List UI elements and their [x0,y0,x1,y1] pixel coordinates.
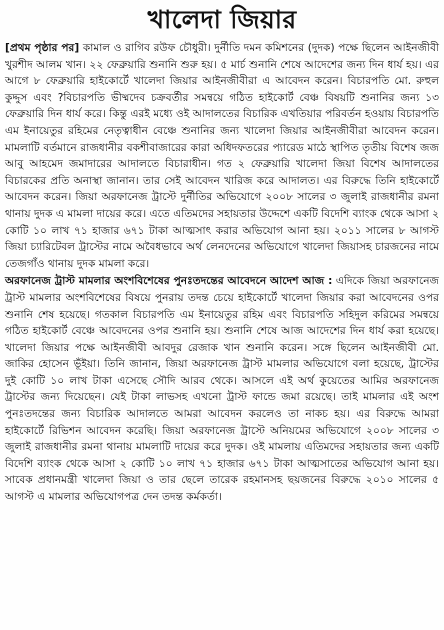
continued-from-front-page-label: [প্রথম পৃষ্ঠার পর] [5,42,80,54]
article-body [5,40,439,506]
paragraph-1-text: কামাল ও রাগিব রউফ চৌধুরী। দুর্নীতি দমন কমিশনের (দুদক) পক্ষে ছিলেন আইনজীবী খুরশীদ আলম খান। ২২ ফেব্রুয়ারি শুনানি শুরু হয়। ৫ মার্চ শুনানি শেষে আদেশের জন্য দিন ধার্য হয়। এর আগে ৮ ফেব্রুয়ারি হাইকোর্টে খালেদা জিয়ার আইনজীবীরা এ আবেদন করেন। বিচারপতি মো. রুহুল কুদ্দুস এবং ?বিচারপতি ভীষ্মদেব চক্রবর্তীর সমন্বয়ে গঠিত হাইকোর্ট বেঞ্চ বিষয়টি শুনানির জন্য ১৩ ফেব্রুয়ারি দিন ধার্য করে। কিন্তু এরই মধ্যে ওই আদালতের বিচারিক এখতিয়ার পরিবর্তন হওয়ায় বিচারপতি এম ইনায়েতুর রহিমের নেতৃত্বাধীন বেঞ্চে শুনানির জন্য খালেদা জিয়ার আইনজীবীরা আবেদন করেন। মামলাটি বর্তমানে রাজধানীর বকশীবাজারের কারা অধিদফতরের প্যারেড মাঠে স্থাপিত তৃতীয় বিশেষ জজ আবু আহমেদ জমাদারের আদালতে বিচারাধীন। গত ২ ফেব্রুয়ারি খালেদা জিয়া বিশেষ আদালতের বিচারকের প্রতি অনাস্থা জানান। তার সেই আবেদন খারিজ করে আদালত। এর বিরুদ্ধে তিনি হাইকোর্টে আবেদন করেন। জিয়া অরফানেজ ট্রাস্টে দুর্নীতির অভিযোগে ২০০৮ সালের ৩ জুলাই রাজধানীর রমনা থানায় দুদক এ মামলা দায়ের করে। এতে এতিমদের সহায়তার উদ্দেশে একটি বিদেশি ব্যাংক থেকে আসা ২ কোটি ১০ লাখ ৭১ হাজার ৬৭১ টাকা আত্মসাৎ করার অভিযোগ আনা হয়। ২০১১ সালের ৮ আগস্ট জিয়া চ্যারিটেবল ট্রাস্টের নামে অবৈধভাবে অর্থ লেনদেনের অভিযোগে খালেদা জিয়াসহ চারজনের নামে তেজগাঁও থানায় দুদক মামলা করে। [5,42,439,270]
subheading: অরফানেজ ট্রাস্ট মামলার অংশবিশেষের পুনঃতদন্তের আবেদনে আদেশ আজ : [5,275,333,288]
paragraph-2-text: এদিকে জিয়া অরফানেজ ট্রাস্ট মামলার অংশবিশেষের বিষয়ে পুনরায় তদন্ত চেয়ে হাইকোর্টে খালেদা জিয়ার করা আবেদনের ওপর শুনানি শেষ হয়েছে। গতকাল বিচারপতি এম ইনায়েতুর রহিম এবং বিচারপতি সহিদুল করিমের সমন্বয়ে গঠিত হাইকোর্ট বেঞ্চে আবেদনের ওপর শুনানি হয়। শুনানি শেষে আজ আদেশের দিন ধার্য করা হয়েছে। খালেদা জিয়ার পক্ষে আইনজীবী আবদুর রেজাক খান শুনানি করেন। সঙ্গে ছিলেন আইনজীবী মো. জাকির হোসেন ভূঁইয়া। তিনি জানান, জিয়া অরফানেজ ট্রাস্ট মামলার অভিযোগে বলা হয়েছে, ট্রাস্টের দুই কোটি ১০ লাখ টাকা এসেছে সৌদি আরব থেকে। আসলে এই অর্থ কুয়েতের আমির অরফানেজ ট্রাস্টের জন্য দিয়েছেন। যেই টাকা লাভসহ এখনো ট্রাস্ট ফান্ডে জমা রয়েছে। তাই মামলার এই অংশ পুনঃতদন্তের জন্য বিচারিক আদালতে আমরা আবেদন করলেও তা নাকচ হয়। এর বিরুদ্ধে আমরা হাইকোর্টে রিভিশন আবেদন করেছি। জিয়া অরফানেজ ট্রাস্টে অনিয়মের অভিযোগে ২০০৮ সালের ৩ জুলাই রাজধানীর রমনা থানায় মামলাটি দায়ের করে দুদক। ওই মামলায় এতিমদের সহায়তার জন্য একটি বিদেশি ব্যাংক থেকে আসা ২ কোটি ১০ লাখ ৭১ হাজার ৬৭১ টাকা আত্মসাতের অভিযোগ আনা হয়। সাবেক প্রধানমন্ত্রী খালেদা জিয়া ও তার ছেলে তারেক রহমানসহ ছয়জনের বিরুদ্ধে ২০১০ সালের ৫ আগস্ট এ মামলার অভিযোগপত্র দেন তদন্ত কর্মকর্তা। [5,275,439,504]
paragraph-2 [5,273,439,505]
paragraph-1 [5,40,439,272]
headline: খালেদা জিয়ার [147,5,297,34]
